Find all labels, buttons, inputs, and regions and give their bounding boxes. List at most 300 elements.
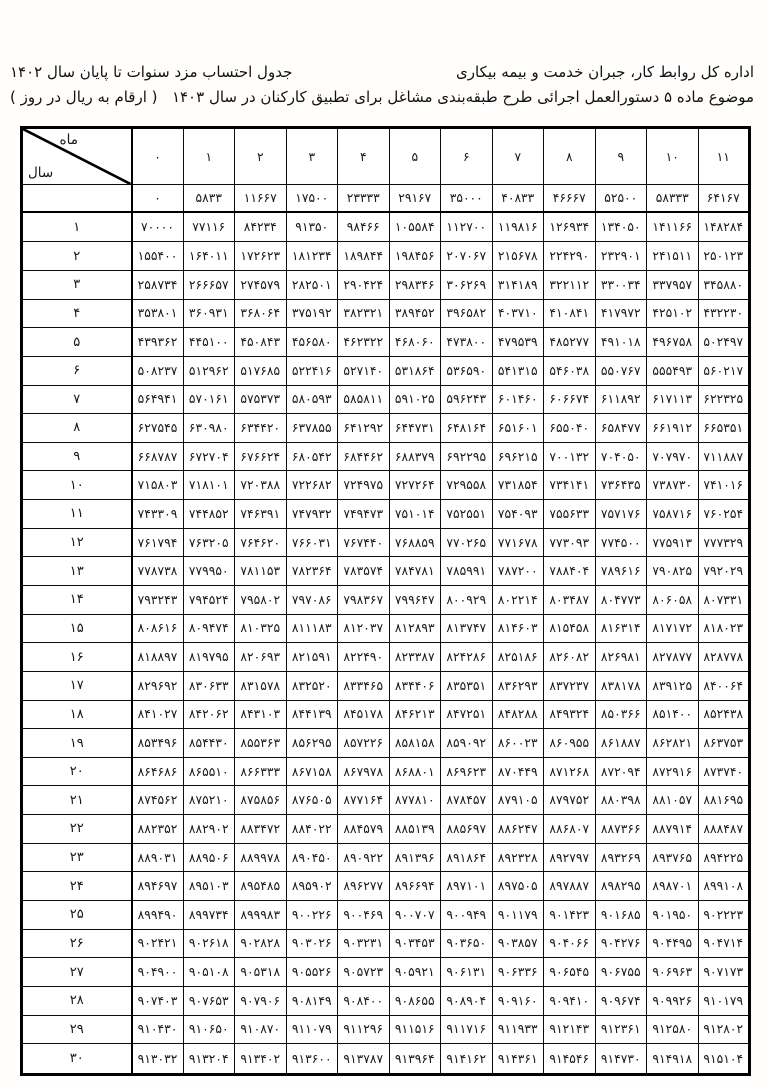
wage-cell: ۱۳۴۰۵۰ [595, 212, 647, 242]
wage-cell: ۹۱۰۶۵۰ [183, 1015, 235, 1044]
wage-cell: ۸۴۱۰۲۷ [132, 700, 184, 729]
wage-cell: ۹۰۰۹۴۹ [441, 901, 493, 930]
wage-cell: ۸۳۹۱۲۵ [647, 671, 699, 700]
wage-cell: ۸۱۵۴۵۸ [544, 614, 596, 643]
table-row [22, 299, 750, 328]
wage-cell: ۶۱۷۱۱۳ [647, 385, 699, 414]
wage-cell: ۱۷۲۶۲۳ [235, 242, 287, 271]
department-name: اداره کل روابط کار، جبران خدمت و بیمه بیکاری [456, 63, 754, 81]
month-header-cell: ۱۰ [647, 128, 699, 185]
wage-cell: ۷۷۱۱۶ [183, 212, 235, 242]
wage-cell: ۹۱۴۳۶۱ [492, 1044, 544, 1075]
month-header-cell: ۸ [544, 128, 596, 185]
wage-cell: ۸۴۶۲۱۳ [389, 700, 441, 729]
wage-cell: ۵۱۷۶۸۵ [235, 356, 287, 385]
wage-cell: ۷۱۵۸۰۳ [132, 471, 184, 500]
wage-cell: ۶۷۶۶۲۴ [235, 442, 287, 471]
wage-cell: ۹۰۹۴۱۰ [544, 986, 596, 1015]
wage-cell: ۸۸۸۴۸۷ [698, 815, 750, 844]
wage-cell: ۸۷۲۹۱۶ [647, 757, 699, 786]
wage-cell: ۱۱۲۷۰۰ [441, 212, 493, 242]
document-header [10, 60, 754, 110]
wage-cell: ۹۱۲۸۰۲ [698, 1015, 750, 1044]
wage-cell: ۷۵۵۶۳۳ [544, 500, 596, 529]
table-row [22, 671, 750, 700]
wage-cell: ۲۶۶۶۵۷ [183, 270, 235, 299]
wage-cell: ۹۱۱۷۱۶ [441, 1015, 493, 1044]
wage-cell: ۱۴۸۲۸۴ [698, 212, 750, 242]
wage-cell: ۷۱۱۸۸۷ [698, 442, 750, 471]
wage-cell: ۸۷۱۲۶۸ [544, 757, 596, 786]
wage-cell: ۹۰۸۴۰۰ [338, 986, 390, 1015]
wage-cell: ۹۰۱۴۲۳ [544, 901, 596, 930]
table-row [22, 528, 750, 557]
wage-cell: ۹۰۸۶۵۵ [389, 986, 441, 1015]
wage-cell: ۹۱۳۵۰ [286, 212, 338, 242]
wage-cell: ۲۵۸۷۳۴ [132, 270, 184, 299]
wage-cell: ۹۰۷۶۵۳ [183, 986, 235, 1015]
month-header-cell: ۳ [286, 128, 338, 185]
table-row [22, 414, 750, 443]
wage-cell: ۹۰۵۵۲۶ [286, 958, 338, 987]
wage-cell: ۳۶۸۰۶۴ [235, 299, 287, 328]
wage-cell: ۸۷۴۵۶۲ [132, 786, 184, 815]
wage-cell: ۸۵۷۲۲۶ [338, 729, 390, 758]
wage-cell: ۹۰۷۴۰۳ [132, 986, 184, 1015]
wage-cell: ۴۶۶۶۷ [544, 185, 596, 213]
wage-cell: ۸۹۸۲۹۵ [595, 872, 647, 901]
wage-cell: ۳۳۰۰۳۴ [595, 270, 647, 299]
wage-cell: ۹۱۳۴۰۲ [235, 1044, 287, 1075]
wage-cell: ۸۹۱۸۶۴ [441, 843, 493, 872]
wage-cell: ۲۳۳۳۳ [338, 185, 390, 213]
wage-cell: ۹۱۰۴۳۰ [132, 1015, 184, 1044]
wage-cell: ۵۴۱۳۱۵ [492, 356, 544, 385]
wage-cell: ۶۷۲۷۰۴ [183, 442, 235, 471]
wage-cell: ۲۷۴۵۷۹ [235, 270, 287, 299]
wage-cell: ۸۴۷۲۵۱ [441, 700, 493, 729]
wage-cell: ۷۸۹۶۱۶ [595, 557, 647, 586]
wage-cell: ۷۳۴۱۴۱ [544, 471, 596, 500]
month-axis-label: ماه [59, 132, 78, 148]
wage-cell: ۷۳۶۴۳۵ [595, 471, 647, 500]
wage-cell: ۸۶۱۸۸۷ [595, 729, 647, 758]
wage-cell: ۹۰۳۰۲۶ [286, 929, 338, 958]
wage-cell: ۲۵۰۱۲۳ [698, 242, 750, 271]
wage-cell: ۹۰۲۸۲۸ [235, 929, 287, 958]
year-cell: ۲۱ [22, 786, 132, 815]
table-row [22, 986, 750, 1015]
wage-cell: ۸۹۳۷۶۵ [647, 843, 699, 872]
wage-cell: ۸۵۶۲۹۵ [286, 729, 338, 758]
year-cell: ۱۰ [22, 471, 132, 500]
wage-cell: ۱۰۵۵۸۴ [389, 212, 441, 242]
wage-cell: ۴۳۲۲۳۰ [698, 299, 750, 328]
month-header-cell: ۷ [492, 128, 544, 185]
wage-cell: ۷۳۸۷۳۰ [647, 471, 699, 500]
wage-cell: ۸۹۲۳۲۸ [492, 843, 544, 872]
wage-cell: ۹۰۴۴۹۵ [647, 929, 699, 958]
wage-cell: ۸۲۲۴۹۰ [338, 643, 390, 672]
wage-cell: ۸۹۳۲۶۹ [595, 843, 647, 872]
wage-cell: ۷۷۹۹۵۰ [183, 557, 235, 586]
table-row [22, 385, 750, 414]
wage-cell: ۶۳۴۴۲۰ [235, 414, 287, 443]
wage-cell: ۰ [132, 185, 184, 213]
wage-cell: ۸۰۲۲۱۴ [492, 585, 544, 614]
wage-cell: ۸۸۴۰۲۲ [286, 815, 338, 844]
wage-cell: ۶۹۲۲۹۵ [441, 442, 493, 471]
wage-cell: ۸۹۷۵۰۵ [492, 872, 544, 901]
year-cell: ۲۷ [22, 958, 132, 987]
wage-cell: ۸۰۶۰۵۸ [647, 585, 699, 614]
wage-cell: ۸۲۵۱۸۶ [492, 643, 544, 672]
wage-cell: ۱۱۹۸۱۶ [492, 212, 544, 242]
wage-cell: ۳۸۲۳۲۱ [338, 299, 390, 328]
wage-cell: ۷۵۷۱۷۶ [595, 500, 647, 529]
wage-cell: ۷۹۴۵۲۴ [183, 585, 235, 614]
wage-cell: ۸۲۳۳۸۷ [389, 643, 441, 672]
wage-cell: ۸۱۲۸۹۳ [389, 614, 441, 643]
wage-cell: ۹۰۳۸۵۷ [492, 929, 544, 958]
table-row [22, 471, 750, 500]
wage-cell: ۳۳۷۹۵۷ [647, 270, 699, 299]
wage-cell: ۹۰۱۱۷۹ [492, 901, 544, 930]
wage-cell: ۸۵۰۳۶۶ [595, 700, 647, 729]
year-cell: ۱۷ [22, 671, 132, 700]
wage-cell: ۷۴۴۸۵۲ [183, 500, 235, 529]
table-row [22, 212, 750, 242]
wage-cell: ۷۰۷۹۷۰ [647, 442, 699, 471]
year-cell: ۱۱ [22, 500, 132, 529]
wage-cell: ۶۵۵۰۴۰ [544, 414, 596, 443]
wage-cell: ۵۲۵۰۰ [595, 185, 647, 213]
table-row [22, 1015, 750, 1044]
wage-cell: ۴۹۶۷۵۸ [647, 328, 699, 357]
wage-cell: ۸۶۴۶۸۶ [132, 757, 184, 786]
month-header-row [22, 128, 750, 185]
wage-cell: ۷۲۷۲۶۴ [389, 471, 441, 500]
wage-cell: ۳۱۴۱۸۹ [492, 270, 544, 299]
wage-cell: ۸۸۹۹۷۸ [235, 843, 287, 872]
wage-cell: ۹۱۳۲۰۴ [183, 1044, 235, 1075]
wage-cell: ۸۹۸۷۰۱ [647, 872, 699, 901]
wage-cell: ۸۹۹۹۸۳ [235, 901, 287, 930]
wage-cell: ۹۰۶۷۵۵ [595, 958, 647, 987]
wage-cell: ۸۹۱۳۹۶ [389, 843, 441, 872]
table-row [22, 270, 750, 299]
wage-cell: ۸۷۹۱۰۵ [492, 786, 544, 815]
wage-cell: ۷۷۵۹۱۳ [647, 528, 699, 557]
wage-cell: ۷۸۱۱۵۳ [235, 557, 287, 586]
wage-cell: ۴۰۸۳۳ [492, 185, 544, 213]
wage-cell: ۹۰۲۲۲۳ [698, 901, 750, 930]
wage-cell: ۱۱۶۶۷ [235, 185, 287, 213]
wage-cell: ۹۰۶۳۳۶ [492, 958, 544, 987]
wage-cell: ۸۹۰۴۵۰ [286, 843, 338, 872]
wage-cell: ۲۹۱۶۷ [389, 185, 441, 213]
wage-cell: ۸۲۸۷۷۸ [698, 643, 750, 672]
wage-cell: ۷۲۹۵۵۸ [441, 471, 493, 500]
wage-cell: ۴۶۲۳۲۲ [338, 328, 390, 357]
wage-cell: ۶۴۴۷۳۱ [389, 414, 441, 443]
table-row [22, 1044, 750, 1075]
wage-cell: ۸۹۵۹۰۲ [286, 872, 338, 901]
subject-line: موضوع ماده ۵ دستورالعمل اجرائی طرح طبقه‌بندی مشاغل برای تطبیق کارکنان در سال ۱۴۰۳ [171, 88, 754, 106]
year-cell: ۵ [22, 328, 132, 357]
month-header-cell: ۶ [441, 128, 493, 185]
wage-cell: ۸۸۹۰۳۱ [132, 843, 184, 872]
wage-cell: ۸۷۲۰۹۴ [595, 757, 647, 786]
month-header-cell: ۲ [235, 128, 287, 185]
wage-cell: ۸۹۹۷۳۴ [183, 901, 235, 930]
wage-cell: ۷۶۱۷۹۴ [132, 528, 184, 557]
wage-cell: ۶۸۴۴۶۲ [338, 442, 390, 471]
table-row [22, 929, 750, 958]
wage-cell: ۷۳۱۸۵۴ [492, 471, 544, 500]
wage-cell: ۹۰۵۳۱۸ [235, 958, 287, 987]
wage-cell: ۷۹۰۸۲۵ [647, 557, 699, 586]
month-header-cell: ۵ [389, 128, 441, 185]
wage-cell: ۸۱۱۱۸۳ [286, 614, 338, 643]
wage-cell: ۴۱۷۹۷۲ [595, 299, 647, 328]
wage-cell: ۷۲۰۳۸۸ [235, 471, 287, 500]
wage-cell: ۴۷۹۵۳۹ [492, 328, 544, 357]
wage-cell: ۸۷۷۸۱۰ [389, 786, 441, 815]
wage-cell: ۷۱۸۱۰۱ [183, 471, 235, 500]
wage-cell: ۸۶۹۶۲۳ [441, 757, 493, 786]
wage-cell: ۳۵۰۰۰ [441, 185, 493, 213]
year-cell: ۲۶ [22, 929, 132, 958]
wage-cell: ۶۶۸۷۸۷ [132, 442, 184, 471]
wage-cell: ۸۱۶۳۱۴ [595, 614, 647, 643]
wage-cell: ۸۲۶۹۸۱ [595, 643, 647, 672]
year-cell [22, 185, 132, 213]
table-row [22, 185, 750, 213]
wage-cell: ۸۵۳۴۹۶ [132, 729, 184, 758]
table-row [22, 843, 750, 872]
year-cell: ۲۸ [22, 986, 132, 1015]
wage-cell: ۷۶۳۲۰۵ [183, 528, 235, 557]
wage-cell: ۱۷۵۰۰ [286, 185, 338, 213]
wage-cell: ۸۹۹۴۹۰ [132, 901, 184, 930]
wage-cell: ۸۸۶۲۴۷ [492, 815, 544, 844]
wage-cell: ۸۳۷۲۳۷ [544, 671, 596, 700]
year-cell: ۴ [22, 299, 132, 328]
wage-cell: ۷۶۰۲۵۴ [698, 500, 750, 529]
wage-cell: ۸۸۱۶۹۵ [698, 786, 750, 815]
wage-cell: ۸۶۳۷۵۳ [698, 729, 750, 758]
wage-cell: ۵۹۱۰۲۵ [389, 385, 441, 414]
wage-cell: ۷۷۳۰۹۳ [544, 528, 596, 557]
wage-cell: ۸۴۴۱۳۹ [286, 700, 338, 729]
table-row [22, 757, 750, 786]
wage-cell: ۸۷۹۷۵۲ [544, 786, 596, 815]
wage-cell: ۸۲۷۸۷۷ [647, 643, 699, 672]
wage-cell: ۸۸۷۳۶۶ [595, 815, 647, 844]
wage-cell: ۸۹۵۴۸۵ [235, 872, 287, 901]
wage-cell: ۸۵۱۴۰۰ [647, 700, 699, 729]
wage-cell: ۸۰۸۶۱۶ [132, 614, 184, 643]
wage-cell: ۸۸۵۶۹۷ [441, 815, 493, 844]
year-cell: ۲ [22, 242, 132, 271]
wage-cell: ۸۱۸۰۲۳ [698, 614, 750, 643]
wage-cell: ۹۰۶۵۴۵ [544, 958, 596, 987]
wage-cell: ۸۶۰۰۲۳ [492, 729, 544, 758]
wage-cell: ۹۱۰۸۷۰ [235, 1015, 287, 1044]
wage-cell: ۸۷۰۴۴۹ [492, 757, 544, 786]
wage-cell: ۷۵۱۰۱۴ [389, 500, 441, 529]
wage-cell: ۸۳۲۵۲۰ [286, 671, 338, 700]
wage-cell: ۹۰۳۲۳۱ [338, 929, 390, 958]
wage-cell: ۶۰۱۴۶۰ [492, 385, 544, 414]
wage-cell: ۸۵۴۴۳۰ [183, 729, 235, 758]
table-row [22, 500, 750, 529]
wage-cell: ۹۱۱۹۳۳ [492, 1015, 544, 1044]
wage-cell: ۹۱۵۱۰۴ [698, 1044, 750, 1075]
wage-cell: ۴۵۶۵۸۰ [286, 328, 338, 357]
year-cell: ۱۳ [22, 557, 132, 586]
wage-cell: ۸۶۶۳۳۳ [235, 757, 287, 786]
wage-cell: ۸۲۶۰۸۲ [544, 643, 596, 672]
wage-cell: ۶۸۸۳۷۹ [389, 442, 441, 471]
wage-cell: ۷۴۱۰۱۶ [698, 471, 750, 500]
year-cell: ۲۳ [22, 843, 132, 872]
wage-cell: ۵۷۵۳۷۳ [235, 385, 287, 414]
wage-cell: ۹۰۷۱۷۳ [698, 958, 750, 987]
wage-cell: ۸۹۷۸۸۷ [544, 872, 596, 901]
table-row [22, 786, 750, 815]
wage-cell: ۱۸۱۲۳۴ [286, 242, 338, 271]
wage-cell: ۹۱۱۵۱۶ [389, 1015, 441, 1044]
wage-cell: ۷۴۶۳۹۱ [235, 500, 287, 529]
table-row [22, 242, 750, 271]
wage-cell: ۷۵۴۰۹۳ [492, 500, 544, 529]
wage-cell: ۷۸۸۴۰۴ [544, 557, 596, 586]
year-cell: ۱۲ [22, 528, 132, 557]
table-row [22, 872, 750, 901]
table-row [22, 729, 750, 758]
year-cell: ۲۵ [22, 901, 132, 930]
wage-cell: ۶۸۰۵۴۲ [286, 442, 338, 471]
wage-cell: ۸۳۳۴۶۵ [338, 671, 390, 700]
wage-cell: ۹۰۸۹۰۴ [441, 986, 493, 1015]
wage-cell: ۸۱۸۸۹۷ [132, 643, 184, 672]
wage-cell: ۸۱۳۷۴۷ [441, 614, 493, 643]
wage-cell: ۷۸۲۳۶۴ [286, 557, 338, 586]
month-header-cell: ۱ [183, 128, 235, 185]
wage-cell: ۵۵۰۷۶۷ [595, 356, 647, 385]
wage-cell: ۸۸۹۵۰۶ [183, 843, 235, 872]
table-row [22, 614, 750, 643]
wage-cell: ۳۶۰۹۳۱ [183, 299, 235, 328]
wage-cell: ۸۹۰۹۲۲ [338, 843, 390, 872]
table-row [22, 958, 750, 987]
wage-cell: ۹۱۳۹۶۴ [389, 1044, 441, 1075]
wage-cell: ۵۵۵۴۹۳ [647, 356, 699, 385]
wage-cell: ۸۶۷۹۷۸ [338, 757, 390, 786]
wage-cell: ۳۰۶۲۶۹ [441, 270, 493, 299]
wage-cell: ۹۸۴۶۶ [338, 212, 390, 242]
wage-cell: ۴۹۱۰۱۸ [595, 328, 647, 357]
wage-cell: ۱۵۵۴۰۰ [132, 242, 184, 271]
wage-cell: ۹۰۵۱۰۸ [183, 958, 235, 987]
wage-cell: ۸۶۲۸۲۱ [647, 729, 699, 758]
wage-cell: ۳۸۹۴۵۲ [389, 299, 441, 328]
table-row [22, 585, 750, 614]
wage-cell: ۹۰۴۷۱۴ [698, 929, 750, 958]
year-axis-label: سال [28, 165, 54, 181]
wage-cell: ۳۹۶۵۸۲ [441, 299, 493, 328]
wage-cell: ۲۹۸۳۴۶ [389, 270, 441, 299]
wage-cell: ۹۱۴۵۴۶ [544, 1044, 596, 1075]
wage-cell: ۸۸۲۳۵۲ [132, 815, 184, 844]
wage-cell: ۴۶۸۰۶۰ [389, 328, 441, 357]
wage-cell: ۱۲۶۹۳۴ [544, 212, 596, 242]
wage-cell: ۸۱۴۶۰۳ [492, 614, 544, 643]
wage-cell: ۸۰۳۴۸۷ [544, 585, 596, 614]
wage-cell: ۹۰۱۶۸۵ [595, 901, 647, 930]
wage-cell: ۷۴۷۹۳۲ [286, 500, 338, 529]
wage-cell: ۴۷۳۸۰۰ [441, 328, 493, 357]
wage-cell: ۴۲۵۱۰۲ [647, 299, 699, 328]
wage-cell: ۷۶۴۶۲۰ [235, 528, 287, 557]
wage-cell: ۸۴۲۰۶۲ [183, 700, 235, 729]
wage-cell: ۸۵۵۳۶۳ [235, 729, 287, 758]
year-cell: ۷ [22, 385, 132, 414]
wage-cell: ۵۶۴۹۴۱ [132, 385, 184, 414]
wage-cell: ۷۵۲۵۵۱ [441, 500, 493, 529]
year-cell: ۳ [22, 270, 132, 299]
wage-cell: ۹۰۴۹۰۰ [132, 958, 184, 987]
wage-cell: ۸۹۶۶۹۴ [389, 872, 441, 901]
wage-table-body [22, 185, 750, 1075]
wage-cell: ۵۸۵۸۱۱ [338, 385, 390, 414]
wage-cell: ۹۰۳۴۵۳ [389, 929, 441, 958]
wage-cell: ۷۴۹۴۷۳ [338, 500, 390, 529]
table-row [22, 815, 750, 844]
year-cell: ۱۵ [22, 614, 132, 643]
wage-cell: ۹۱۳۷۸۷ [338, 1044, 390, 1075]
month-header-cell: ۰ [132, 128, 184, 185]
wage-cell: ۸۲۹۶۹۲ [132, 671, 184, 700]
wage-cell: ۸۴۰۰۶۴ [698, 671, 750, 700]
month-header-cell: ۴ [338, 128, 390, 185]
wage-cell: ۹۱۳۶۰۰ [286, 1044, 338, 1075]
wage-cell: ۷۸۵۹۹۱ [441, 557, 493, 586]
wage-cell: ۹۱۲۵۸۰ [647, 1015, 699, 1044]
wage-cell: ۸۲۴۲۸۶ [441, 643, 493, 672]
wage-cell: ۵۰۸۲۳۷ [132, 356, 184, 385]
wage-cell: ۵۲۲۴۱۶ [286, 356, 338, 385]
wage-cell: ۶۲۷۵۴۵ [132, 414, 184, 443]
year-cell: ۶ [22, 356, 132, 385]
wage-cell: ۶۱۱۸۹۲ [595, 385, 647, 414]
unit-note: ( ارقام به ریال در روز ) [10, 88, 158, 106]
wage-cell: ۸۳۸۱۷۸ [595, 671, 647, 700]
wage-cell: ۷۲۲۶۸۲ [286, 471, 338, 500]
wage-cell: ۷۴۳۳۰۹ [132, 500, 184, 529]
wage-cell: ۴۸۵۲۷۷ [544, 328, 596, 357]
table-row [22, 643, 750, 672]
seniority-wage-table [20, 126, 751, 1076]
wage-cell: ۸۰۴۷۷۳ [595, 585, 647, 614]
wage-cell: ۸۸۳۴۷۲ [235, 815, 287, 844]
wage-cell: ۹۰۷۹۰۶ [235, 986, 287, 1015]
wage-cell: ۷۸۴۷۸۱ [389, 557, 441, 586]
wage-cell: ۹۰۹۶۷۴ [595, 986, 647, 1015]
wage-cell: ۷۹۳۲۴۳ [132, 585, 184, 614]
